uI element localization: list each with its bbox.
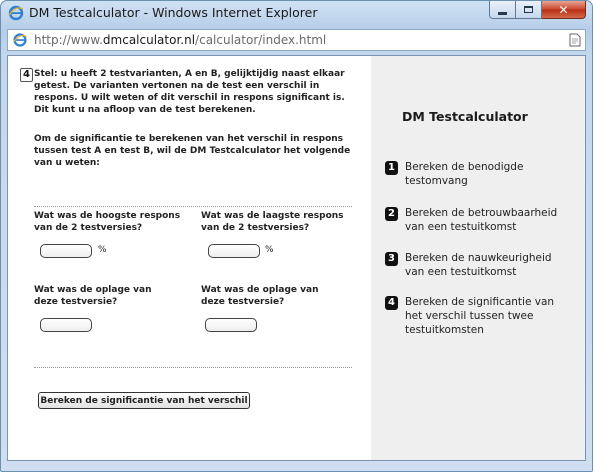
- label-line: van de 2 testversies?: [34, 223, 143, 233]
- label-line: van de 2 testversies?: [201, 223, 310, 233]
- compatibility-view-icon[interactable]: [569, 33, 581, 47]
- percent-label: %: [98, 245, 107, 255]
- label-line: Wat was de hoogste respons: [34, 211, 181, 221]
- label-line: het verschil tussen twee: [405, 310, 534, 322]
- label-line: testomvang: [405, 175, 468, 187]
- label-line: Bereken de benodigde: [405, 161, 524, 173]
- highest-response-label: [34, 210, 180, 234]
- minimize-icon: [498, 12, 507, 15]
- url-prefix: http://www.: [34, 33, 103, 47]
- close-icon: ✕: [558, 2, 569, 17]
- status-bar: [7, 463, 586, 469]
- label-line: Bereken de nauwkeurigheid: [405, 252, 552, 264]
- instruction-paragraph: [34, 133, 369, 169]
- sidebar-title: DM Testcalculator: [402, 109, 528, 124]
- step-3-badge: 3: [385, 252, 398, 266]
- intro-paragraph: [34, 68, 369, 116]
- circulation-b-label: [201, 284, 318, 308]
- label-line: Wat was de oplage van: [34, 285, 152, 295]
- label-line: Wat was de laagste respons: [201, 211, 344, 221]
- minimize-button[interactable]: [489, 1, 516, 19]
- title-bar[interactable]: [1, 1, 592, 25]
- page-ie-icon: [12, 32, 28, 48]
- step-2-badge: 2: [385, 207, 398, 221]
- sidebar-panel: [371, 56, 586, 460]
- maximize-button[interactable]: [516, 1, 542, 19]
- divider: [34, 206, 352, 207]
- lowest-response-label: [201, 210, 344, 234]
- url-domain: dmcalculator.nl: [102, 33, 196, 47]
- url-path: /calculator/index.html: [195, 33, 327, 47]
- highest-response-input[interactable]: [40, 244, 92, 258]
- divider: [34, 367, 352, 368]
- text-line: Om de significantie te berekenen van het verschil in respons: [34, 134, 344, 144]
- percent-label: %: [265, 245, 274, 255]
- label-line: van een testuitkomst: [405, 266, 517, 278]
- text-line: Dit kunt u na afloop van de test berekenen.: [34, 105, 256, 115]
- address-bar[interactable]: [7, 29, 586, 51]
- label-line: Bereken de betrouwbaarheid: [405, 207, 558, 219]
- text-line: van u weten:: [34, 158, 100, 168]
- label-line: van een testuitkomst: [405, 221, 517, 233]
- text-line: respons. U wilt weten of dit verschil in respons significant is.: [34, 93, 345, 103]
- internet-explorer-icon: [8, 5, 24, 21]
- sidebar-item-label: [405, 295, 580, 337]
- window-controls: [489, 1, 586, 19]
- window-title: DM Testcalculator - Windows Internet Explorer: [29, 5, 318, 20]
- lowest-response-input[interactable]: [208, 244, 260, 258]
- url-text[interactable]: [34, 33, 326, 47]
- circulation-a-input[interactable]: [40, 318, 92, 332]
- label-line: testuitkomsten: [405, 324, 484, 336]
- current-step-badge: 4: [20, 68, 33, 82]
- text-line: Stel: u heeft 2 testvarianten, A en B, gelijktijdig naast elkaar: [34, 69, 345, 79]
- label-line: Wat was de oplage van: [201, 285, 319, 295]
- sidebar-item-label: [405, 251, 580, 279]
- text-line: tussen test A en test B, wil de DM Testcalculator het volgende: [34, 146, 351, 156]
- sidebar-item-label: [405, 206, 580, 234]
- close-button[interactable]: [542, 1, 586, 19]
- label-line: deze testversie?: [201, 297, 285, 307]
- label-line: Bereken de significantie van: [405, 296, 555, 308]
- circulation-a-label: [34, 284, 151, 308]
- calculate-significance-button[interactable]: Bereken de significantie van het verschil: [38, 392, 250, 409]
- label-line: deze testversie?: [34, 297, 118, 307]
- page-content: [7, 55, 586, 461]
- text-line: getest. De varianten vertonen na de test een verschil in: [34, 81, 320, 91]
- step-4-badge: 4: [385, 296, 398, 310]
- circulation-b-input[interactable]: [205, 318, 257, 332]
- sidebar-item-label: [405, 160, 580, 188]
- step-1-badge: 1: [385, 161, 398, 175]
- maximize-icon: [524, 6, 533, 13]
